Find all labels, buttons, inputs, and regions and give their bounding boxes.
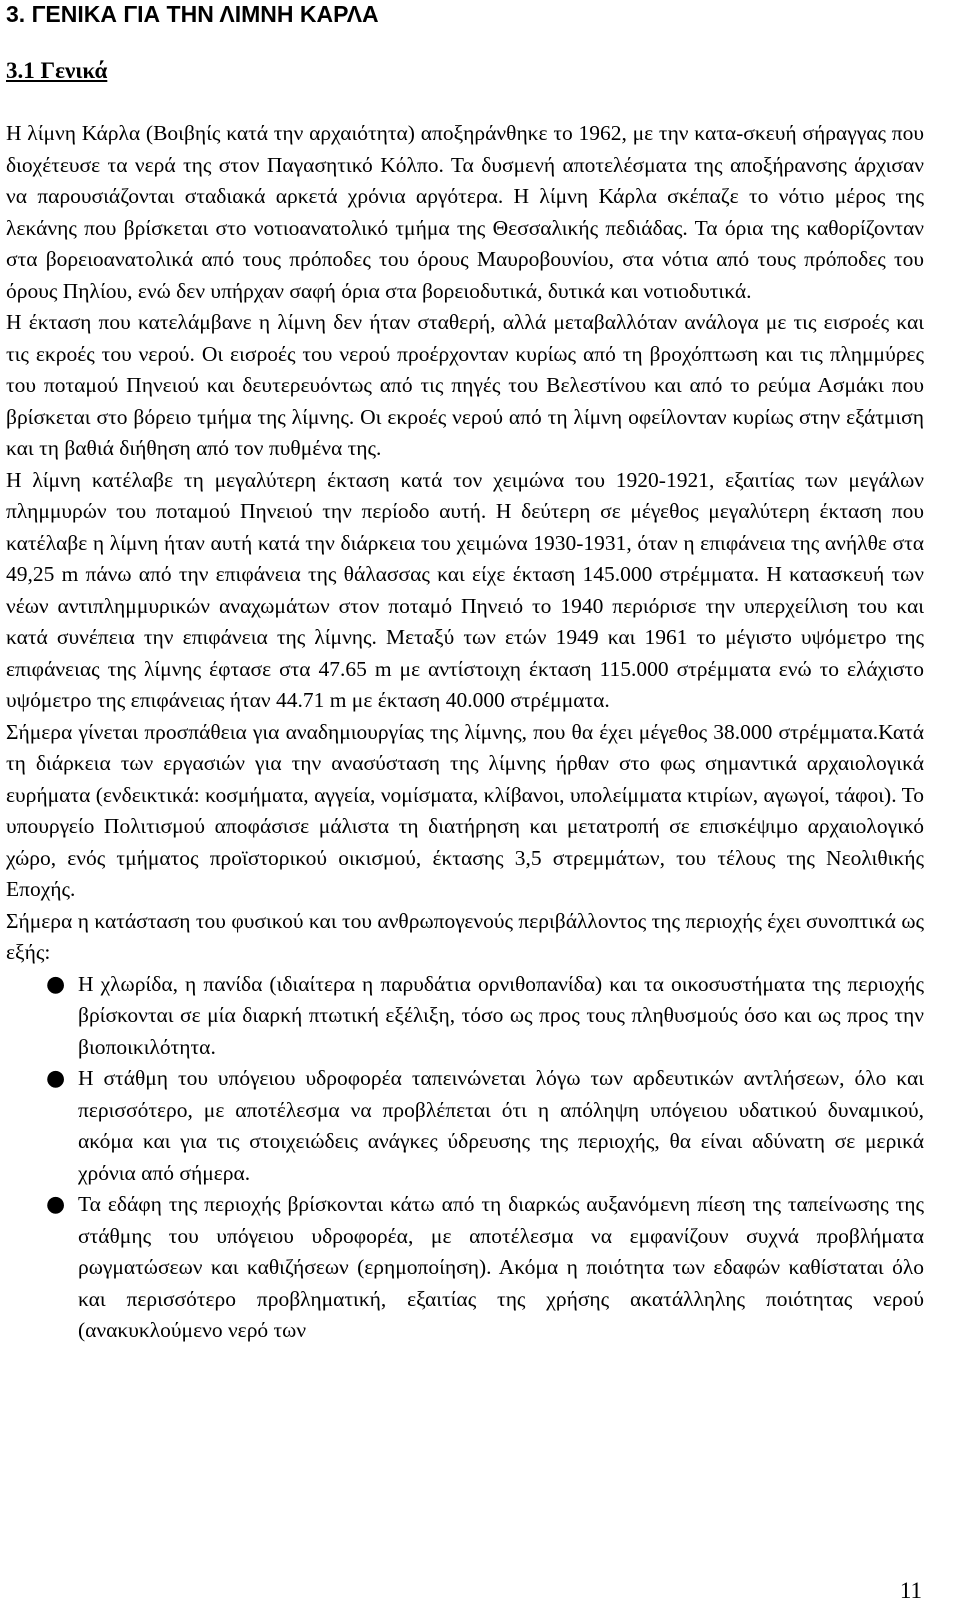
section-heading: 3. ΓΕΝΙΚΑ ΓΙΑ ΤΗΝ ΛΙΜΝΗ ΚΑΡΛΑ — [6, 1, 379, 27]
paragraph: Σήμερα η κατάσταση του φυσικού και του ανθρωπογενούς περιβάλλοντος της περιοχής έχει συνοπτικά ως εξής: — [6, 908, 924, 964]
list-item — [6, 1063, 924, 1189]
bullet-icon: ● — [46, 1192, 66, 1217]
subsection-heading: 3.1 Γενικά — [6, 58, 108, 83]
bullet-icon: ● — [46, 971, 66, 997]
body-text — [6, 118, 924, 1347]
list-item — [6, 969, 924, 1064]
bullet-list — [6, 969, 924, 1347]
list-item — [6, 1189, 924, 1347]
bullet-icon: ● — [46, 1066, 66, 1091]
paragraph: Σήμερα γίνεται προσπάθεια για αναδημιουργίας της λίμνης, που θα έχει μέγεθος 38.000 στρέμματα.Κατά τη διάρκεια των εργασιών για την ανασύσταση της λίμνης ήρθαν στο φως σημαντικά αρχαιολογικά ευρήματα (ενδεικτικά: κοσμήματα, αγγεία, νομίσματα, κλίβανοι, υπολείμματα κτιρίων, αγωγοί, τάφοι). Το υπουργείο Πολιτισμού αποφάσισε μάλιστα τη διατήρηση και μετατροπή σε επισκέψιμο αρχαιολογικό χώρο, ενός τμήματος προϊστορικού οικισμού, έκτασης 3,5 στρεμμάτων, του τέλους της Νεολιθικής Εποχής. — [6, 719, 924, 901]
page-number: 11 — [899, 1578, 922, 1603]
list-item-text: Η στάθμη του υπόγειου υδροφορέα ταπεινώνεται λόγω των αρδευτικών αντλήσεων, όλο και περισσότερο, με αποτέλεσμα να προβλέπεται ότι η απόληψη υπόγειου υδατικού δυναμικού, ακόμα και για τις στοιχειώδεις ανάγκες ύδρευσης της περιοχής, θα είναι αδύνατη σε μερικά χρόνια από σήμερα. — [78, 1066, 924, 1185]
list-item-text: Η χλωρίδα, η πανίδα (ιδιαίτερα η παρυδάτια ορνιθοπανίδα) και τα οικοσυστήματα της περιοχής βρίσκονται σε μία διαρκή πτωτική εξέλιξη, τόσο ως προς τους πληθυσμούς όσο και ως προς την βιοποικιλότητα. — [78, 971, 924, 1059]
paragraph: Η λίμνη Κάρλα (Βοιβηίς κατά την αρχαιότητα) αποξηράνθηκε το 1962, με την κατα-σκευή σήραγγας που διοχέτευσε τα νερά της στον Παγασητικό Κόλπο. Τα δυσμενή αποτελέσματα της αποξήρανσης άρχισαν να παρουσιάζονται σταδιακά αρκετά χρόνια αργότερα. Η λίμνη Κάρλα σκέπαζε το νότιο μέρος της λεκάνης που βρίσκεται στο νοτιοανατολικό τμήμα της Θεσσαλικής πεδιάδας. Τα όρια της καθορίζονταν στα βορειοανατολικά από τους πρόποδες του όρους Μαυροβουνίου, στα νότια από τους πρόποδες του όρους Πηλίου, ενώ δεν υπήρχαν σαφή όρια στα βορειοδυτικά, δυτικά και νοτιοδυτικά. — [6, 121, 924, 303]
list-item-text: Τα εδάφη της περιοχής βρίσκονται κάτω από τη διαρκώς αυξανόμενη πίεση της ταπείνωσης της στάθμης του υπόγειου υδροφορέα, με αποτέλεσμα να εμφανίζουν συχνά προβλήματα ρωγματώσεων και καθιζήσεων (ερημοποίηση). Ακόμα η ποιότητα των εδαφών καθίσταται όλο και περισσότερο προβληματική, εξαιτίας της χρήσης ακατάλληλης ποιότητας νερού (ανακυκλούμενο νερό των — [78, 1192, 924, 1342]
paragraph: Η έκταση που κατελάμβανε η λίμνη δεν ήταν σταθερή, αλλά μεταβαλλόταν ανάλογα με τις εισροές και τις εκροές του νερού. Οι εισροές του νερού προέρχονταν κυρίως από τη βροχόπτωση και τις πλημμύρες του ποταμού Πηνειού και δευτερευόντως από τις πηγές του Βελεστίνου και από το ρεύμα Ασμάκι που βρίσκεται στο βόρειο τμήμα της λίμνης. Οι εκροές νερού από τη λίμνη οφείλονταν κυρίως στην εξάτμιση και τη βαθιά διήθηση από τον πυθμένα της. — [6, 310, 924, 460]
paragraph: Η λίμνη κατέλαβε τη μεγαλύτερη έκταση κατά τον χειμώνα του 1920-1921, εξαιτίας των μεγάλων πλημμυρών του ποταμού Πηνειού την περίοδο αυτή. Η δεύτερη σε μέγεθος μεγαλύτερη έκταση που κατέλαβε η λίμνη ήταν αυτή κατά την διάρκεια του χειμώνα 1930-1931, όταν η επιφάνεια της ανήλθε στα 49,25 m πάνω από την επιφάνεια της θάλασσας και είχε έκταση 145.000 στρέμματα. Η κατασκευή των νέων αντιπλημμυρικών αναχωμάτων στον ποταμό Πηνειό το 1940 περιόρισε την υπερχείλιση του και κατά συνέπεια την επιφάνεια της λίμνης. Μεταξύ των ετών 1949 και 1961 το μέγιστο υψόμετρο της επιφάνειας της λίμνης έφτασε στα 47.65 m με αντίστοιχη έκταση 115.000 στρέμματα ενώ το ελάχιστο υψόμετρο της επιφάνειας ήταν 44.71 m με έκταση 40.000 στρέμματα. — [6, 467, 924, 712]
